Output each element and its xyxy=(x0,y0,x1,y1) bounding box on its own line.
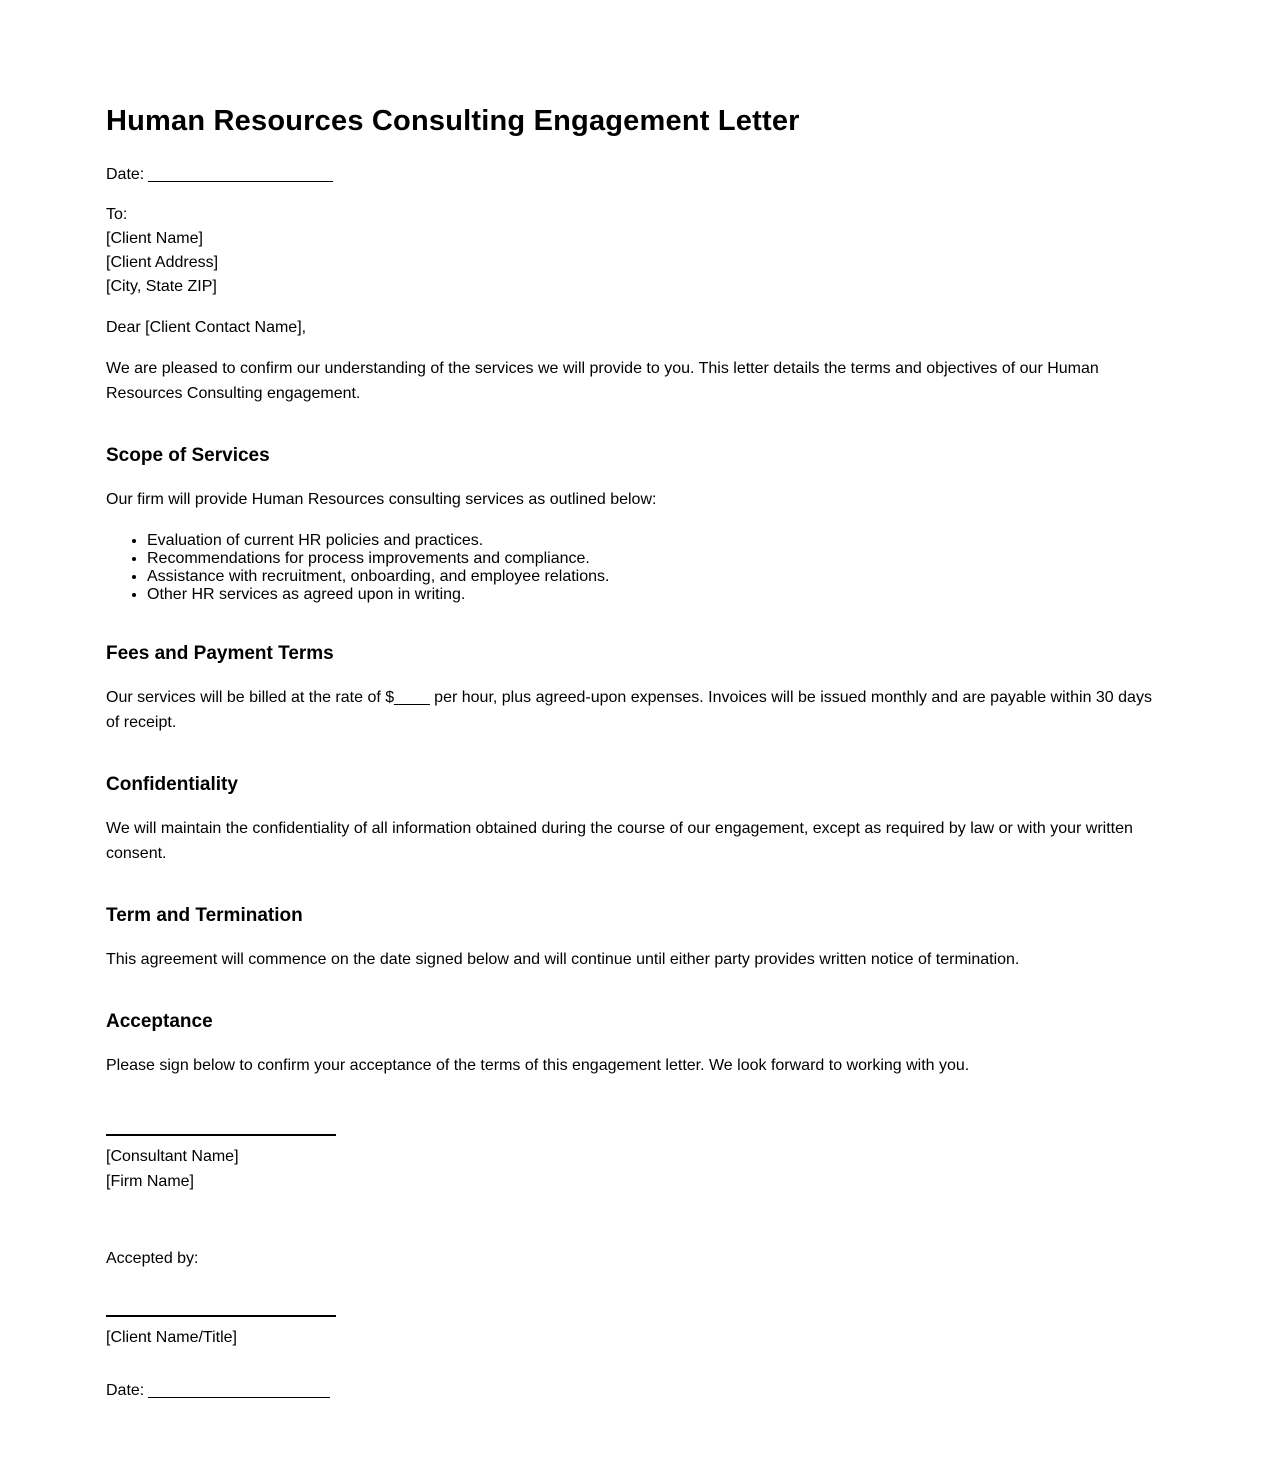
header-date-blank-line xyxy=(148,169,333,182)
fees-paragraph: Our services will be billed at the rate of $____ per hour, plus agreed-upon expenses. Invoices will be issued monthly and are payable within 30 days of receipt. xyxy=(106,689,1152,731)
signature-block xyxy=(106,1134,1156,1403)
recipient-block xyxy=(106,203,1156,299)
footer-date-blank-line xyxy=(148,1385,330,1398)
client-signature-line xyxy=(106,1315,336,1317)
list-item: • Evaluation of current HR policies and practices. xyxy=(147,532,1156,550)
term-termination-paragraph: This agreement will commence on the date signed below and will continue until either party provides written notice of termination. xyxy=(106,951,1020,968)
section-heading-fees: Fees and Payment Terms xyxy=(106,643,334,664)
intro-paragraph: We are pleased to confirm our understanding of the services we will provide to you. This letter details the terms and objectives of our Human Resources Consulting engagement. xyxy=(106,360,1099,402)
section-heading-scope: Scope of Services xyxy=(106,445,270,466)
scope-bullet-list xyxy=(106,532,1156,604)
confidentiality-paragraph: We will maintain the confidentiality of all information obtained during the course of our engagement, except as required by law or with your written consent. xyxy=(106,820,1133,862)
page-title: Human Resources Consulting Engagement Letter xyxy=(106,105,800,137)
recipient-city-state-zip: [City, State ZIP] xyxy=(106,278,217,295)
consultant-signature-line xyxy=(106,1134,336,1136)
footer-date-field xyxy=(106,1378,1156,1403)
list-item: • Other HR services as agreed upon in writing. xyxy=(147,586,1156,604)
recipient-client-name: [Client Name] xyxy=(106,230,203,247)
section-heading-acceptance: Acceptance xyxy=(106,1011,213,1032)
firm-name: [Firm Name] xyxy=(106,1173,194,1190)
salutation: Dear [Client Contact Name], xyxy=(106,319,307,336)
acceptance-paragraph: Please sign below to confirm your acceptance of the terms of this engagement letter. We look forward to working with you. xyxy=(106,1057,970,1074)
header-date-field xyxy=(106,162,1156,187)
recipient-intro: To: xyxy=(106,206,128,223)
scope-paragraph: Our firm will provide Human Resources consulting services as outlined below: xyxy=(106,491,657,508)
list-item: • Assistance with recruitment, onboarding, and employee relations. xyxy=(147,568,1156,586)
client-name-title: [Client Name/Title] xyxy=(106,1329,237,1346)
section-heading-term-termination: Term and Termination xyxy=(106,905,303,926)
footer-date-label: Date: xyxy=(106,1382,145,1399)
recipient-client-address: [Client Address] xyxy=(106,254,219,271)
list-item: • Recommendations for process improvements and compliance. xyxy=(147,550,1156,568)
section-heading-confidentiality: Confidentiality xyxy=(106,774,238,795)
accepted-by-label: Accepted by: xyxy=(106,1250,199,1267)
header-date-label: Date: xyxy=(106,166,145,183)
consultant-name: [Consultant Name] xyxy=(106,1148,239,1165)
